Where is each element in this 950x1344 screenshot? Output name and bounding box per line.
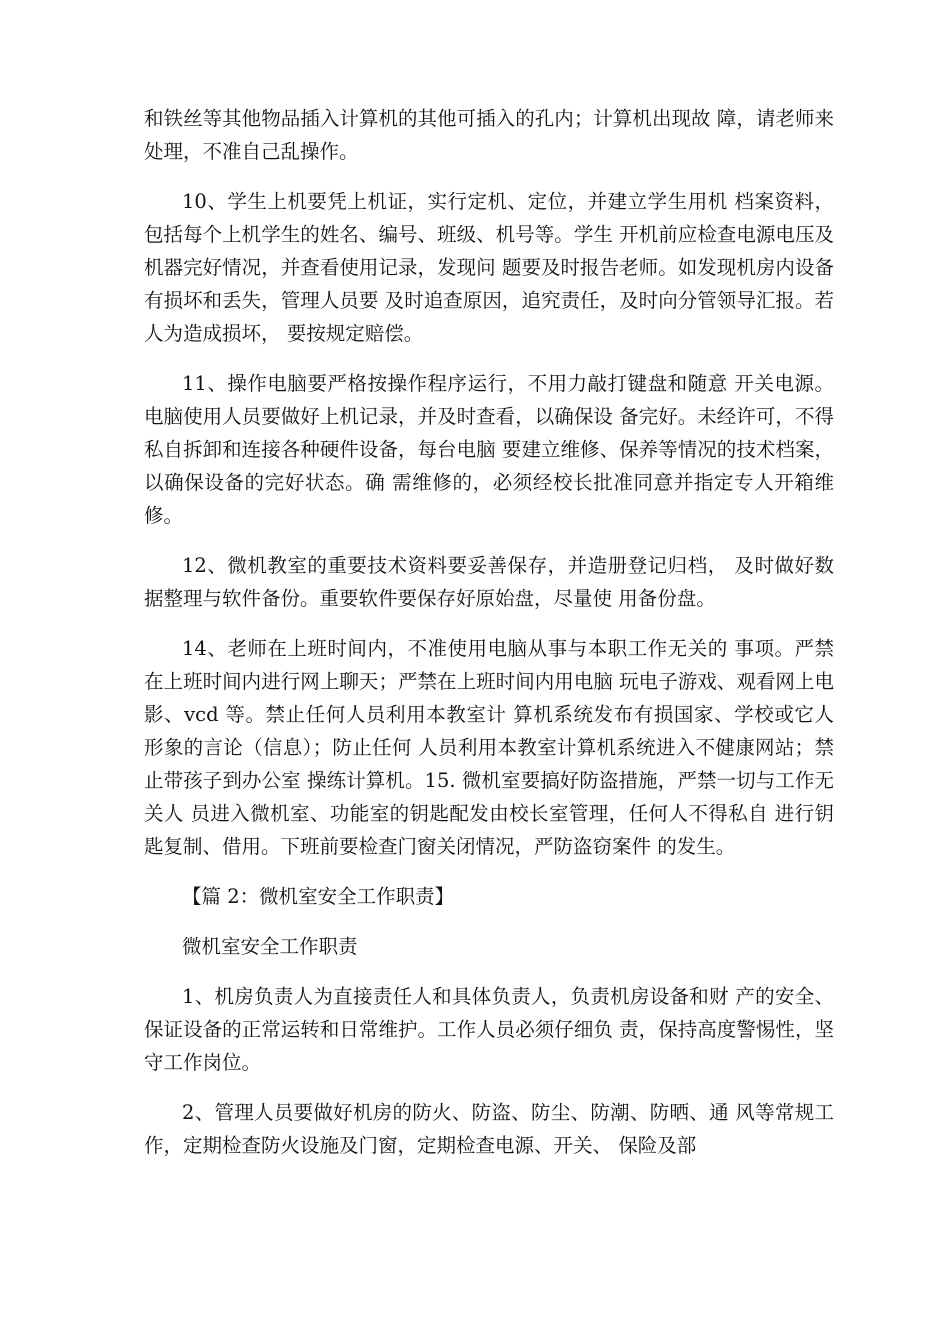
section-title: 微机室安全工作职责 bbox=[182, 935, 358, 958]
paragraph-rule-11: 11、操作电脑要严格按操作程序运行，不用力敲打键盘和随意 开关电源。电脑使用人员要做好上机记录，并及时查看，以确保设 备完好。未经许可，不得私自拆卸和连接各种硬件设备，每台电脑 要建立维修、保养等情况的技术档案，以确保设备的完好状态。确 需维修的，必须经校长批准同意并指定专人开箱维修。 bbox=[144, 372, 834, 527]
paragraph-continued: 和铁丝等其他物品插入计算机的其他可插入的孔内；计算机出现故 障，请老师来处理，不准自己乱操作。 bbox=[144, 107, 834, 163]
paragraph-duty-1: 1、机房负责人为直接责任人和具体负责人，负责机房设备和财 产的安全、保证设备的正常运转和日常维护。工作人员必须仔细负 责，保持高度警惕性，坚守工作岗位。 bbox=[144, 985, 834, 1074]
paragraph-rule-12: 12、微机教室的重要技术资料要妥善保存，并造册登记归档， 及时做好数据整理与软件备份。重要软件要保存好原始盘，尽量使 用备份盘。 bbox=[144, 554, 834, 610]
paragraph-rule-10: 10、学生上机要凭上机证，实行定机、定位，并建立学生用机 档案资料，包括每个上机学生的姓名、编号、班级、机号等。学生 开机前应检查电源电压及机器完好情况，并查看使用记录，发现问 题要及时报告老师。如发现机房内设备有损坏和丢失，管理人员要 及时追查原因，追究责任，及时向分管领导汇报。若人为造成损坏， 要按规定赔偿。 bbox=[144, 190, 834, 345]
document-page bbox=[144, 102, 834, 1179]
paragraph-rule-14: 14、老师在上班时间内，不准使用电脑从事与本职工作无关的 事项。严禁在上班时间内进行网上聊天；严禁在上班时间内用电脑 玩电子游戏、观看网上电影、vcd 等。禁止任何人员利用本教室计 算机系统发布有损国家、学校或它人形象的言论（信息）；防止任何 人员利用本教室计算机系统进入不健康网站；禁止带孩子到办公室 操练计算机。15. 微机室要搞好防盗措施，严禁一切与工作无关人 员进入微机室、功能室的钥匙配发由校长室管理，任何人不得私自 进行钥匙复制、借用。下班前要检查门窗关闭情况，严防盗窃案件 的发生。 bbox=[144, 637, 834, 858]
paragraph-duty-2: 2、管理人员要做好机房的防火、防盗、防尘、防潮、防晒、通 风等常规工作，定期检查防火设施及门窗，定期检查电源、开关、 保险及部 bbox=[144, 1101, 834, 1157]
section-heading: 【篇 2：微机室安全工作职责】 bbox=[182, 885, 455, 908]
